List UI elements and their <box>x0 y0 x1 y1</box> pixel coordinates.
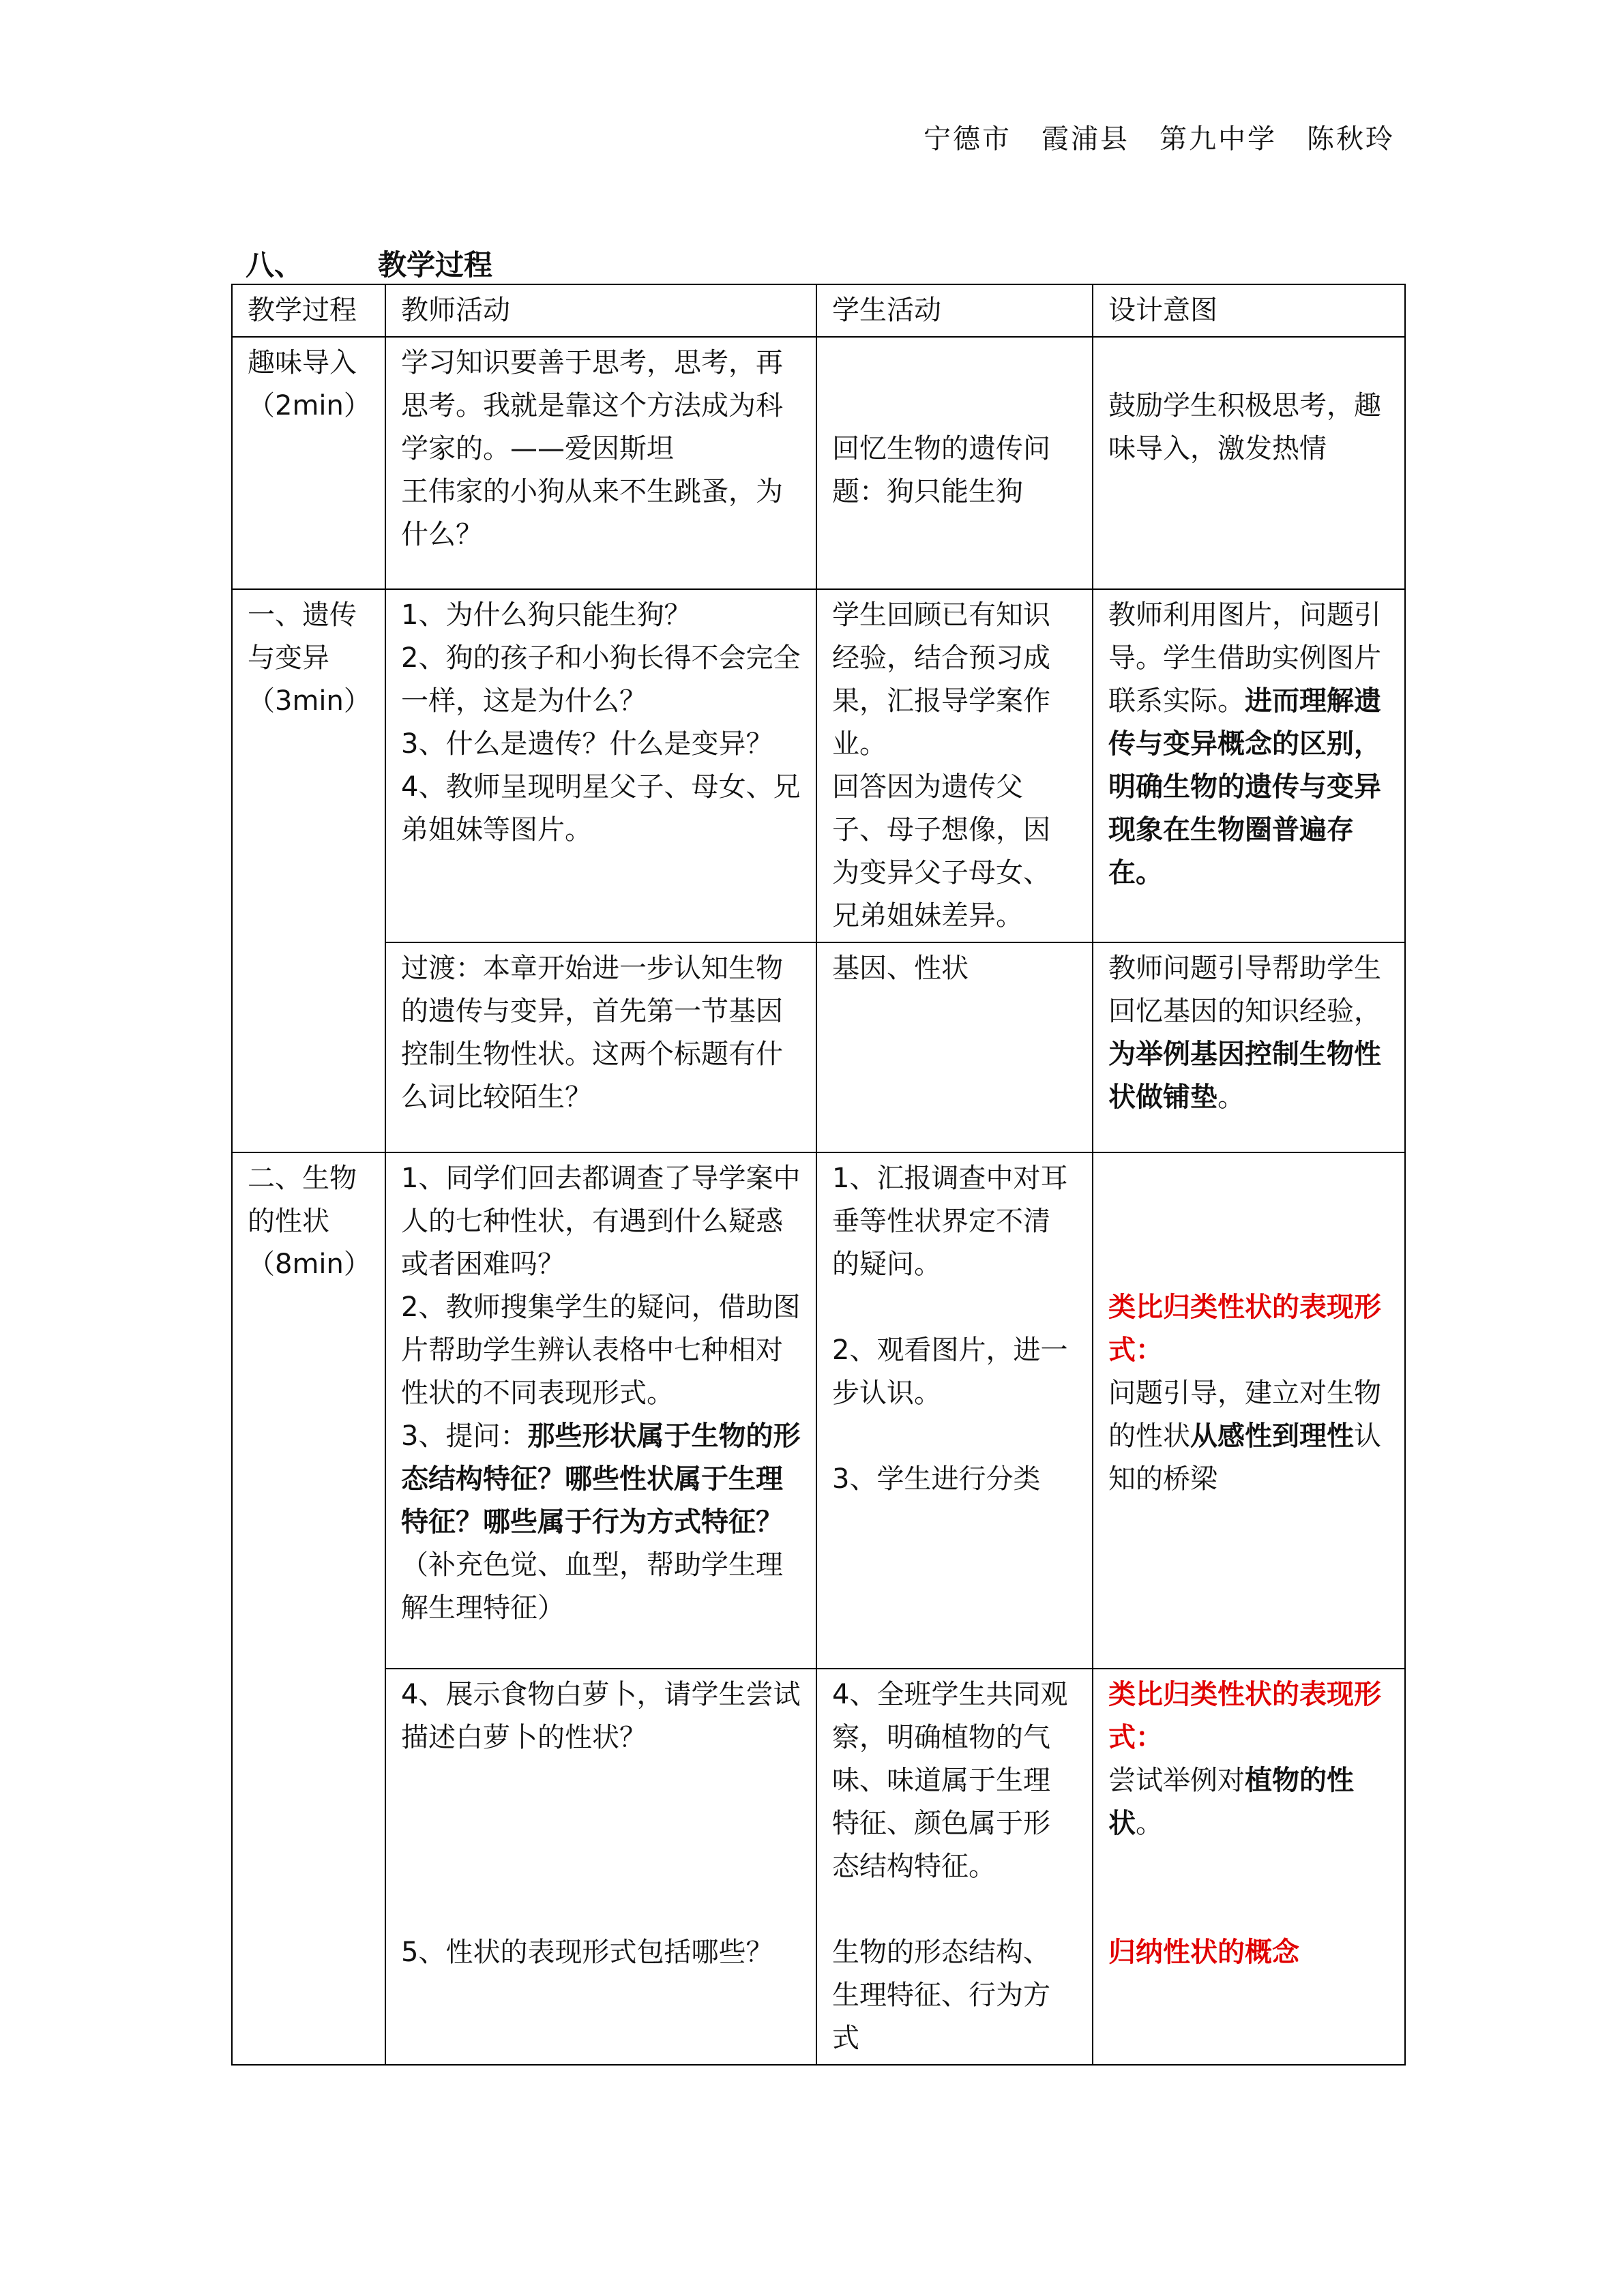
student-activity-2: 回答因为遗传父子、母子想像，因为变异父子母女、兄弟姐妹差异。 <box>832 771 1050 931</box>
student-activity-4: 4、全班学生共同观察，明确植物的气味、味道属于生理特征、颜色属于形态结构特征。 <box>832 1679 1068 1882</box>
document-header <box>894 117 1395 156</box>
stage-cell <box>232 337 385 589</box>
intent-normal: 尝试举例对 <box>1108 1765 1245 1796</box>
intent-bold: 进而理解遗传与变异概念的区别，明确生物的遗传与变异现象在生物圈普遍存在。 <box>1108 685 1381 889</box>
header-school: 第九中学 <box>1160 123 1277 155</box>
table-row <box>232 1669 1405 2065</box>
intent-text: 鼓励学生积极思考，趣味导入，激发热情 <box>1108 390 1381 464</box>
teacher-item-4: 4、展示食物白萝卜，请学生尝试描述白萝卜的性状？ <box>401 1679 801 1753</box>
intent-cell <box>1093 1669 1405 2065</box>
teacher-cell <box>385 589 816 942</box>
table-row <box>232 337 1405 589</box>
table-row <box>232 942 1405 1152</box>
intent-red: 类比归类性状的表现形式： <box>1108 1292 1381 1366</box>
student-activity-5: 生物的形态结构、生理特征、行为方式 <box>832 1937 1050 2054</box>
teacher-item-2: 2、狗的孩子和小狗长得不会完全一样，这是为什么？ <box>401 642 801 717</box>
header-cell-intent: 设计意图 <box>1093 284 1405 337</box>
intent-end: 。 <box>1217 1082 1245 1113</box>
student-activity-1: 1、汇报调查中对耳垂等性状界定不清的疑问。 <box>832 1163 1068 1280</box>
stage-name: 二、生物的性状 <box>248 1163 357 1237</box>
teacher-item-5: 5、性状的表现形式包括哪些？ <box>401 1937 773 1968</box>
student-cell <box>816 1669 1093 2065</box>
section-heading <box>246 243 492 284</box>
intent-bold: 为举例基因控制生物性状做铺垫 <box>1108 1039 1381 1113</box>
header-city: 宁德市 <box>924 123 1012 155</box>
intent-end: 。 <box>1136 1808 1163 1839</box>
intent-cell <box>1093 942 1405 1152</box>
student-cell <box>816 589 1093 942</box>
teacher-cell <box>385 942 816 1152</box>
teacher-item-3: 3、什么是遗传？什么是变异？ <box>401 728 773 760</box>
teacher-item-3-suffix: （补充色觉、血型，帮助学生理解生理特征） <box>401 1549 783 1624</box>
table-row <box>232 1152 1405 1669</box>
teacher-item-1: 1、为什么狗只能生狗？ <box>401 599 692 631</box>
stage-time: （2min） <box>248 390 371 421</box>
teacher-cell <box>385 1152 816 1669</box>
teacher-item-2: 2、教师搜集学生的疑问，借助图片帮助学生辨认表格中七种相对性状的不同表现形式。 <box>401 1292 801 1409</box>
intent-normal: 教师利用图片，问题引导。学生借助实例图片联系实际。 <box>1108 599 1381 717</box>
stage-name: 趣味导入 <box>248 347 357 378</box>
student-activity: 回忆生物的遗传问题：狗只能生狗 <box>832 433 1050 507</box>
section-number: 八、 <box>246 248 304 282</box>
teacher-item-4: 4、教师呈现明星父子、母女、兄弟姐妹等图片。 <box>401 771 801 846</box>
table-row <box>232 589 1405 942</box>
intent-text <box>1108 1372 1389 1501</box>
intent-bold: 从感性到理性 <box>1190 1420 1354 1452</box>
teacher-item-3 <box>401 1415 801 1630</box>
student-activity-1: 学生回顾已有知识经验，结合预习成果，汇报导学案作业。 <box>832 599 1050 760</box>
intent-bold: 植物的性状 <box>1108 1765 1354 1839</box>
intent-normal: 教师问题引导帮助学生回忆基因的知识经验， <box>1108 953 1381 1027</box>
teacher-item-3-prefix: 3、提问： <box>401 1420 528 1452</box>
stage-cell <box>232 1152 385 2065</box>
intent-cell <box>1093 589 1405 942</box>
table-header-row <box>232 284 1405 337</box>
intent-normal-end: 认知的桥梁 <box>1108 1420 1381 1495</box>
intent-cell <box>1093 1152 1405 1669</box>
teacher-transition: 过渡：本章开始进一步认知生物的遗传与变异，首先第一节基因控制生物性状。这两个标题有什么词比较陌生？ <box>401 953 783 1113</box>
teacher-quote: 学习知识要善于思考，思考，再思考。我就是靠这个方法成为科学家的。——爱因斯坦 <box>401 347 783 464</box>
teacher-item-3-bold: 那些形状属于生物的形态结构特征？哪些性状属于生理特征？哪些属于行为方式特征？ <box>401 1420 801 1538</box>
intent-text <box>1108 594 1389 895</box>
intent-red-2: 归纳性状的概念 <box>1108 1937 1299 1968</box>
intent-text <box>1108 1759 1389 1845</box>
stage-name: 一、遗传与变异 <box>248 599 357 674</box>
header-cell-teacher: 教师活动 <box>385 284 816 337</box>
stage-time: （3min） <box>248 685 371 717</box>
intent-red: 类比归类性状的表现形式： <box>1108 1679 1381 1753</box>
header-teacher: 陈秋玲 <box>1307 123 1395 155</box>
header-cell-stage: 教学过程 <box>232 284 385 337</box>
student-cell <box>816 1152 1093 1669</box>
intent-normal: 问题引导，建立对生物的性状 <box>1108 1377 1381 1452</box>
header-cell-student: 学生活动 <box>816 284 1093 337</box>
student-activity: 基因、性状 <box>832 953 969 984</box>
student-cell <box>816 942 1093 1152</box>
header-county: 霞浦县 <box>1042 123 1130 155</box>
student-activity-2: 2、观看图片，进一步认识。 <box>832 1335 1068 1409</box>
stage-cell <box>232 589 385 1152</box>
teacher-item-1: 1、同学们回去都调查了导学案中人的七种性状，有遇到什么疑惑或者困难吗？ <box>401 1163 801 1280</box>
teacher-cell <box>385 1669 816 2065</box>
section-title: 教学过程 <box>378 248 493 282</box>
teaching-process-table <box>231 284 1406 2066</box>
stage-time: （8min） <box>248 1249 371 1280</box>
intent-cell <box>1093 337 1405 589</box>
student-cell <box>816 337 1093 589</box>
teacher-cell <box>385 337 816 589</box>
student-activity-3: 3、学生进行分类 <box>832 1463 1041 1495</box>
teacher-question: 王伟家的小狗从来不生跳蚤，为什么？ <box>401 476 783 550</box>
intent-text <box>1108 947 1389 1119</box>
